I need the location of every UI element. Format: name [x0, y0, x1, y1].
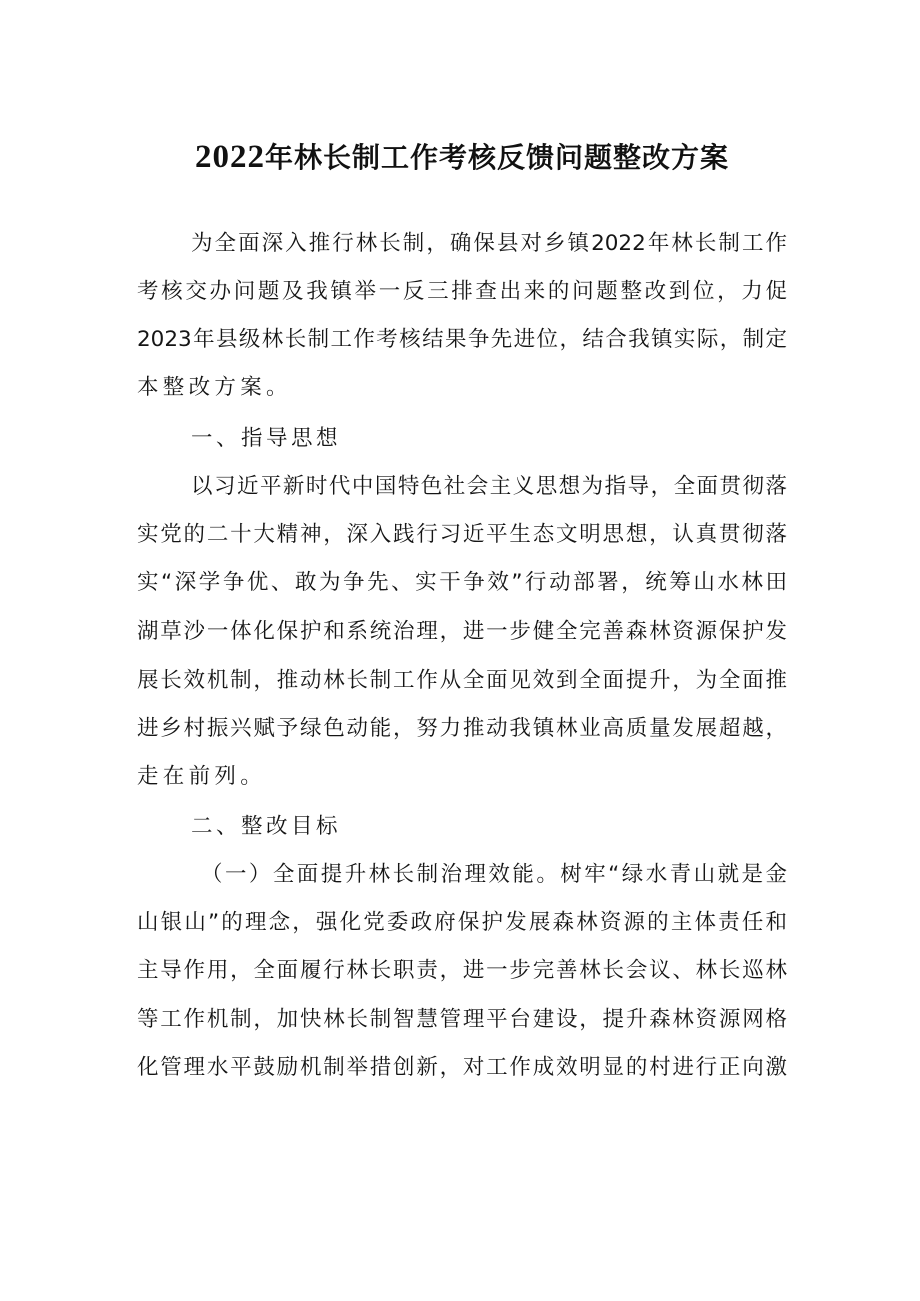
paragraph-guiding-line: 走在前列。: [137, 764, 267, 789]
paragraph-guiding-line: 进乡村振兴赋予绿色动能，努力推动我镇林业高质量发展超越，: [137, 716, 787, 741]
paragraph-intro-line: 2023年县级林长制工作考核结果争先进位，结合我镇实际，制定: [137, 327, 787, 352]
title-year: 2022: [194, 139, 265, 175]
title-text: 年林长制工作考核反馈问题整改方案: [264, 141, 729, 174]
paragraph-intro-line: 考核交办问题及我镇举一反三排查出来的问题整改到位，力促: [137, 279, 787, 304]
section-heading-guiding-thought: 一、指导思想: [191, 426, 342, 451]
paragraph-guiding-line: 实党的二十大精神，深入践行习近平生态文明思想，认真贯彻落: [137, 522, 787, 547]
paragraph-goals-line: 山银山”的理念，强化党委政府保护发展森林资源的主体责任和: [137, 910, 787, 935]
paragraph-guiding-line: 湖草沙一体化保护和系统治理，进一步健全完善森林资源保护发: [137, 619, 787, 644]
paragraph-guiding-line: 以习近平新时代中国特色社会主义思想为指导，全面贯彻落: [191, 474, 787, 499]
paragraph-goals-line: 化管理水平鼓励机制举措创新，对工作成效明显的村进行正向激: [137, 1055, 787, 1080]
section-heading-rectification-goals: 二、整改目标: [191, 814, 342, 839]
paragraph-guiding-line: 展长效机制，推动林长制工作从全面见效到全面提升，为全面推: [137, 668, 787, 693]
paragraph-intro-line: 本整改方案。: [137, 375, 292, 400]
paragraph-goals-line: 主导作用，全面履行林长职责，进一步完善林长会议、林长巡林: [137, 958, 787, 983]
paragraph-goals-line: 等工作机制，加快林长制智慧管理平台建设，提升森林资源网格: [137, 1007, 787, 1032]
paragraph-goals-line: （一）全面提升林长制治理效能。树牢“绿水青山就是金: [201, 862, 787, 887]
paragraph-intro-line: 为全面深入推行林长制，确保县对乡镇2022年林长制工作: [191, 231, 787, 256]
document-title: [137, 134, 787, 181]
paragraph-guiding-line: 实“深学争优、敢为争先、实干争效”行动部署，统筹山水林田: [137, 570, 787, 595]
